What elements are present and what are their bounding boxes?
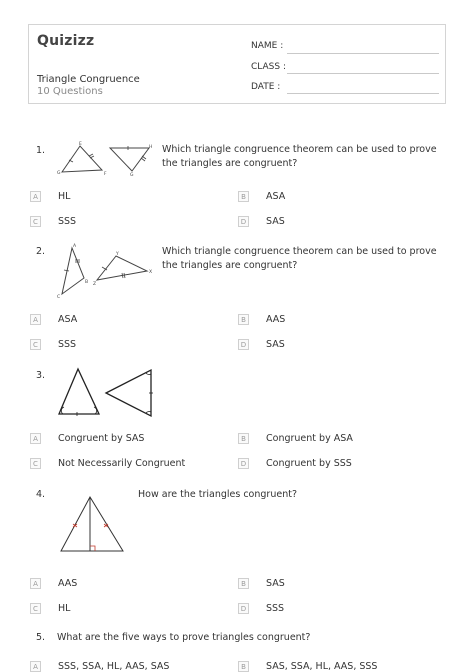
q4-option-d[interactable] [238,603,284,614]
q1-option-b[interactable] [238,191,285,202]
vertex-label-z: Z [93,282,97,287]
worksheet-title: Triangle Congruence [37,74,140,85]
option-letter-a: A [30,661,41,672]
option-letter-b: B [238,433,249,444]
option-letter-c: C [30,603,41,614]
option-text: SAS [266,339,285,350]
option-text: SAS, SSA, HL, AAS, SSS [266,661,378,672]
option-text: SSS, SSA, HL, AAS, SAS [58,661,170,672]
option-letter-d: D [238,458,249,469]
question-5-number: 5. [36,632,46,643]
option-letter-c: C [30,216,41,227]
option-letter-c: C [30,339,41,350]
option-letter-b: B [238,191,249,202]
option-text: Congruent by SAS [58,433,145,444]
q2-option-d[interactable] [238,339,285,350]
q1-option-a[interactable] [30,191,70,202]
question-4-text: How are the triangles congruent? [138,489,297,500]
q2-option-c[interactable] [30,339,76,350]
q4-option-a[interactable] [30,578,77,589]
q5-option-b[interactable] [238,661,377,672]
date-field[interactable] [287,93,439,94]
option-text: Congruent by ASA [266,433,353,444]
q2-option-b[interactable] [238,314,285,325]
name-label: NAME : [251,41,284,51]
question-1-figure [52,140,162,180]
option-letter-d: D [238,339,249,350]
option-text: ASA [266,191,286,202]
question-1-number: 1. [36,145,46,156]
option-letter-c: C [30,458,41,469]
name-field[interactable] [287,53,439,54]
option-letter-d: D [238,216,249,227]
option-letter-a: A [30,433,41,444]
option-letter-d: D [238,603,249,614]
option-text: AAS [266,314,286,325]
vertex-label-x: X [149,270,153,275]
vertex-label-g: G [57,171,61,176]
question-5-text: What are the five ways to prove triangles congruent? [57,632,311,643]
q3-option-d[interactable] [238,458,352,469]
vertex-label-a: A [73,244,77,249]
option-letter-a: A [30,191,41,202]
option-text: HL [58,191,71,202]
option-text: Not Necessarily Congruent [58,458,186,469]
vertex-label-g2: G [130,173,134,178]
question-4-number: 4. [36,489,46,500]
vertex-label-e: E [79,142,82,147]
option-letter-b: B [238,314,249,325]
q5-option-a[interactable] [30,661,169,672]
option-letter-b: B [238,661,249,672]
q4-option-b[interactable] [238,578,285,589]
option-text: ASA [58,314,78,325]
q2-option-a[interactable] [30,314,77,325]
question-4-figure [58,494,128,556]
q1-option-c[interactable] [30,216,76,227]
option-text: AAS [58,578,78,589]
question-2-text: Which triangle congruence theorem can be used to prove the triangles are congruent? [162,246,437,271]
option-text: Congruent by SSS [266,458,352,469]
question-count: 10 Questions [37,86,103,97]
option-text: HL [58,603,71,614]
class-field[interactable] [287,73,439,74]
vertex-label-f: F [104,172,107,177]
option-letter-a: A [30,578,41,589]
option-text: SSS [58,339,77,350]
q4-option-c[interactable] [30,603,70,614]
vertex-label-h: H [149,145,153,150]
vertex-label-y: Y [116,252,119,257]
question-2-figure [52,242,162,302]
q3-option-c[interactable] [30,458,185,469]
question-2-number: 2. [36,246,46,257]
vertex-label-c: C [57,295,61,300]
question-3-figure [55,365,155,417]
class-label: CLASS : [251,62,286,72]
option-letter-a: A [30,314,41,325]
q3-option-b[interactable] [238,433,353,444]
q3-option-a[interactable] [30,433,144,444]
question-3-number: 3. [36,370,46,381]
q1-option-d[interactable] [238,216,285,227]
option-text: SSS [58,216,77,227]
vertex-label-b: B [85,280,89,285]
option-letter-b: B [238,578,249,589]
option-text: SSS [266,603,285,614]
quizizz-logo: Quizizz [37,33,95,49]
question-1-text: Which triangle congruence theorem can be used to prove the triangles are congruent? [162,144,437,169]
worksheet-header [28,24,446,104]
option-text: SAS [266,578,285,589]
date-label: DATE : [251,82,281,92]
option-text: SAS [266,216,285,227]
